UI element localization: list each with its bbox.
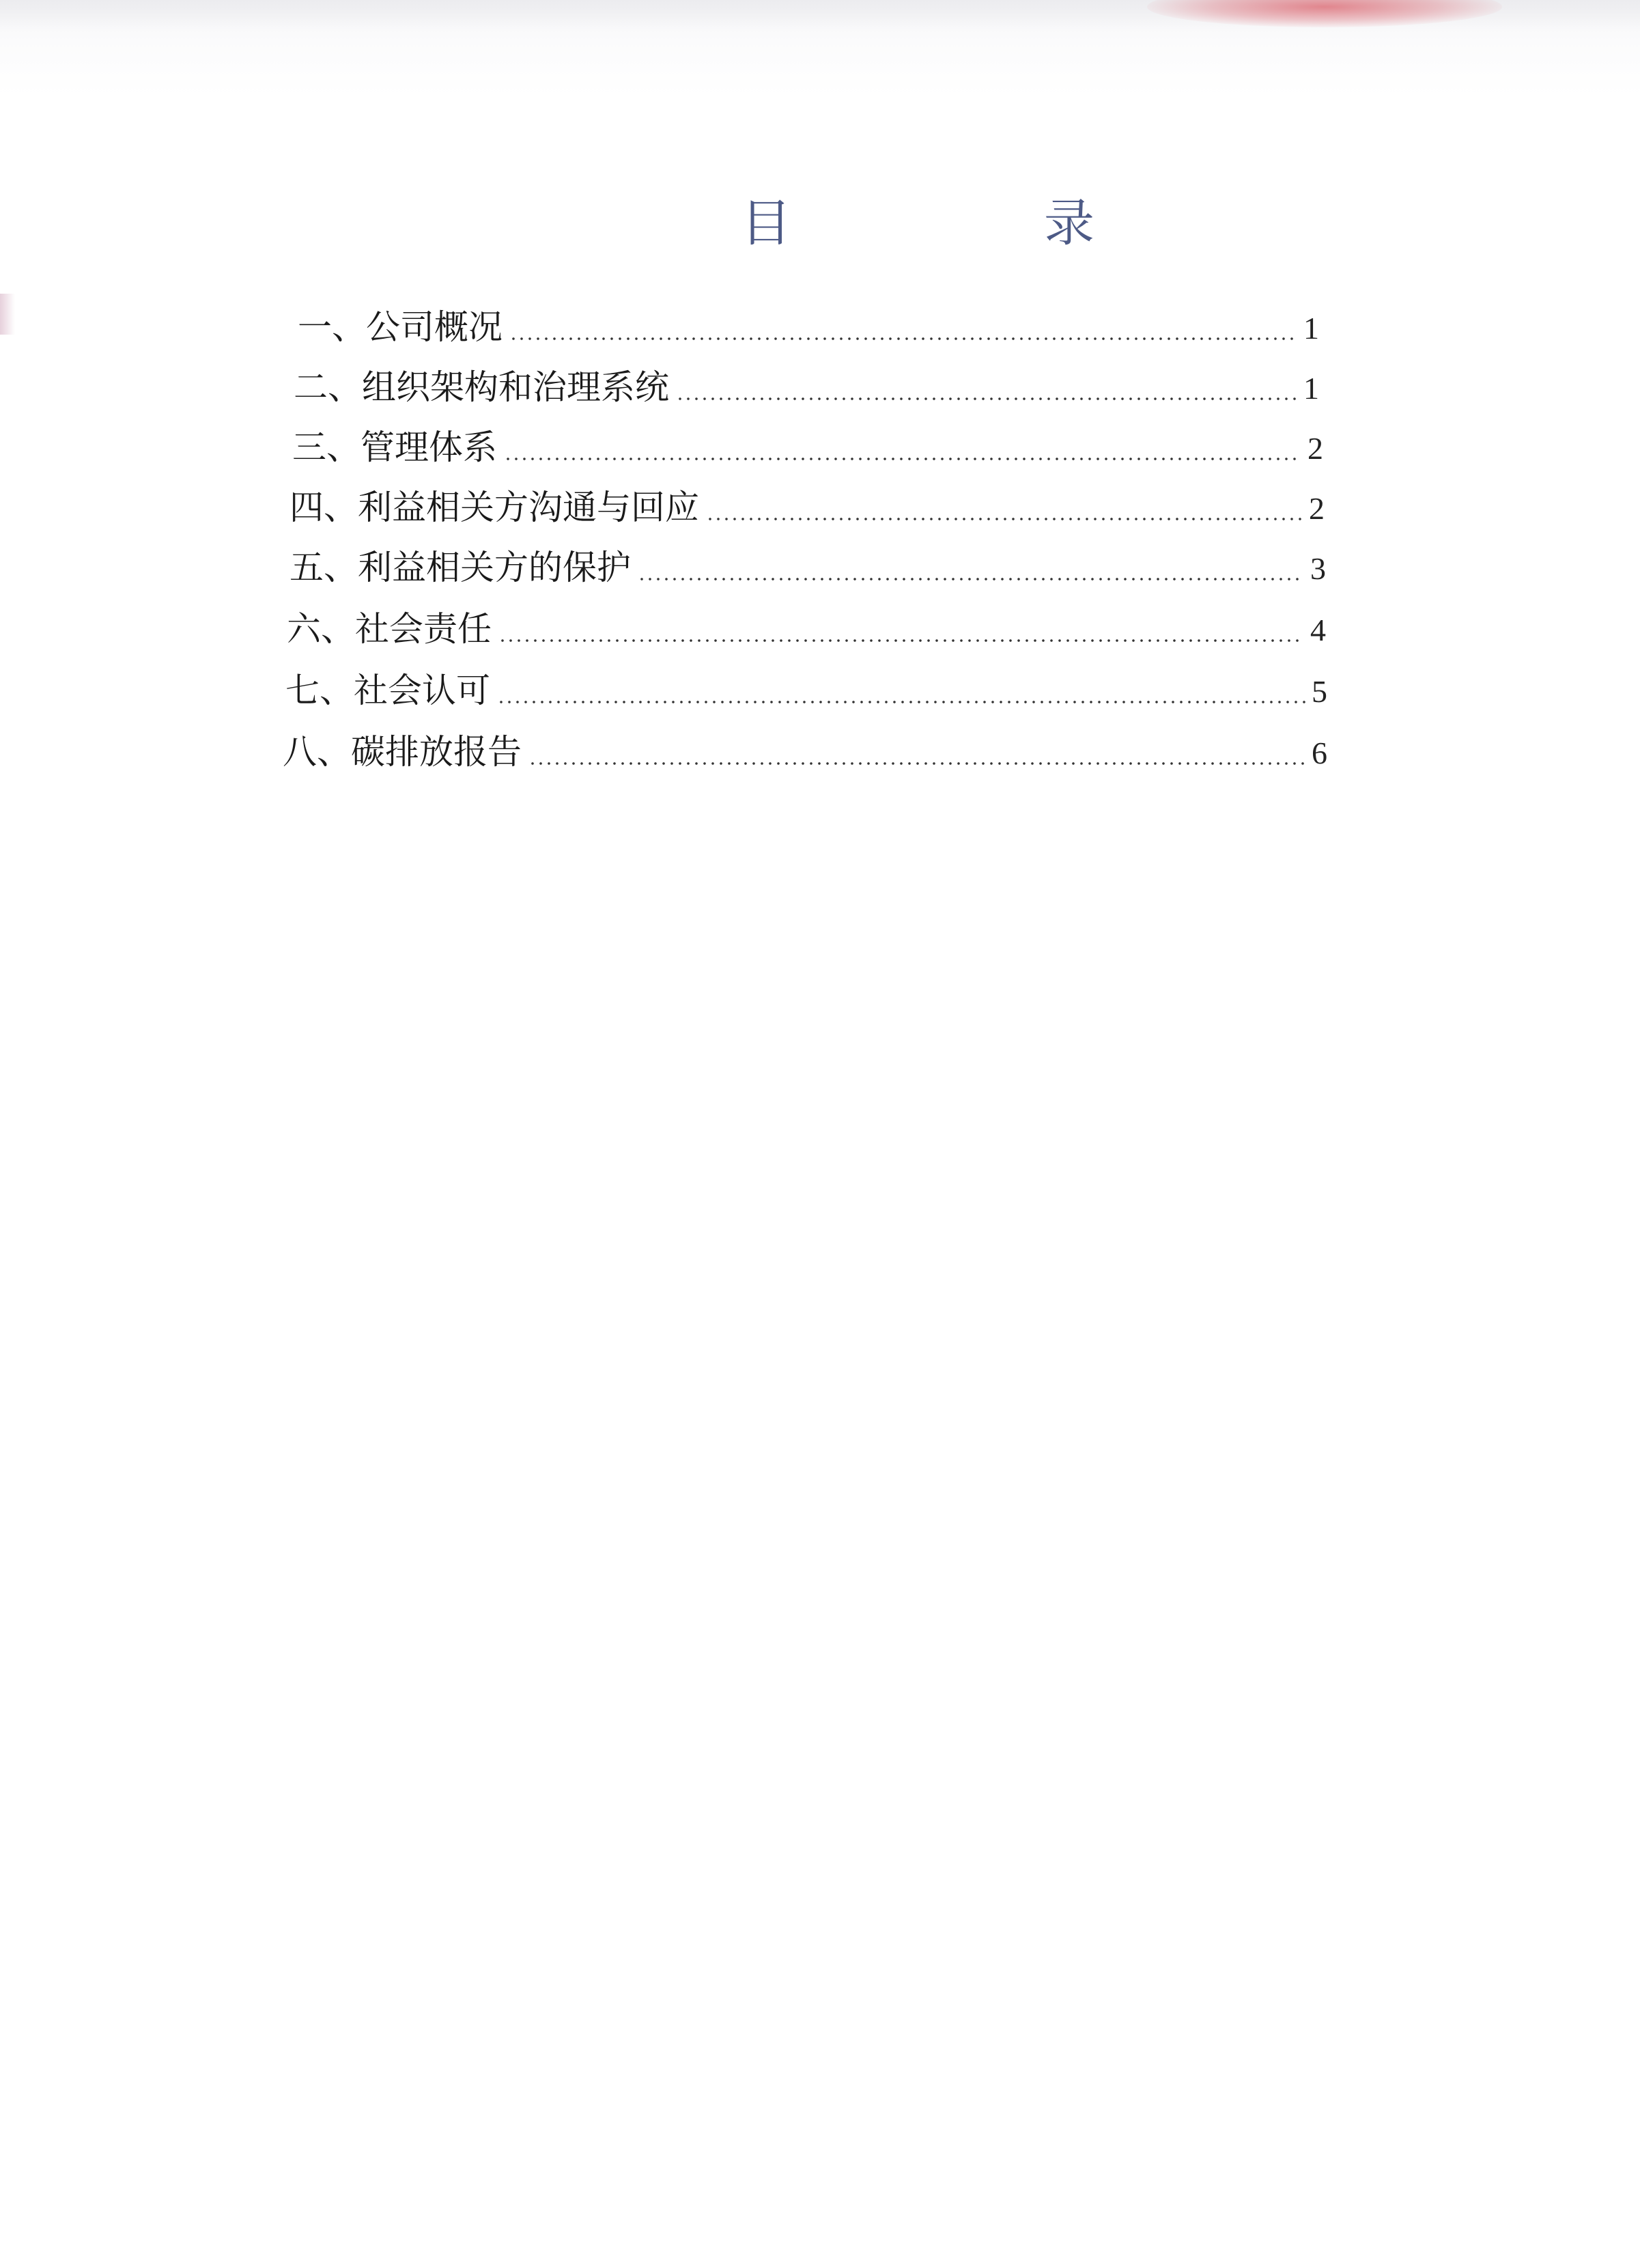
toc-entry-page: 2 bbox=[1307, 431, 1323, 466]
toc-entry-label: 七、社会认可 bbox=[285, 671, 490, 710]
toc-entry-page: 1 bbox=[1303, 371, 1319, 406]
toc-entry-page: 2 bbox=[1309, 491, 1325, 526]
toc-dot-leader bbox=[706, 518, 1303, 520]
toc-entry-label: 六、社会责任 bbox=[287, 609, 492, 649]
toc-entry[interactable] bbox=[289, 541, 1326, 589]
toc-entry[interactable] bbox=[289, 481, 1325, 529]
toc-dot-leader bbox=[498, 639, 1304, 642]
toc-entry-page: 4 bbox=[1310, 613, 1326, 647]
scan-edge-mark bbox=[0, 294, 15, 335]
toc-dot-leader bbox=[509, 337, 1297, 340]
toc-entry[interactable] bbox=[298, 300, 1319, 348]
toc-entry[interactable] bbox=[292, 421, 1323, 468]
toc-dot-leader bbox=[528, 762, 1305, 765]
toc-entry[interactable] bbox=[283, 725, 1327, 773]
toc-entry[interactable] bbox=[285, 664, 1327, 712]
toc-dot-leader bbox=[504, 458, 1301, 460]
toc-entry-label: 四、利益相关方沟通与回应 bbox=[289, 488, 699, 527]
toc-entry-page: 6 bbox=[1312, 736, 1327, 770]
toc-dot-leader bbox=[497, 701, 1305, 703]
toc-entry-label: 八、碳排放报告 bbox=[283, 732, 522, 772]
toc-entry[interactable] bbox=[294, 361, 1319, 408]
toc-title: 目 录 bbox=[741, 194, 1196, 253]
toc-entry-page: 1 bbox=[1303, 311, 1319, 346]
toc-entry-label: 一、公司概况 bbox=[298, 307, 503, 347]
toc-dot-leader bbox=[638, 578, 1304, 580]
toc-dot-leader bbox=[676, 397, 1297, 400]
toc-entry-label: 二、组织架构和治理系统 bbox=[294, 367, 669, 407]
toc-entry-page: 5 bbox=[1312, 674, 1327, 709]
toc-entry-label: 三、管理体系 bbox=[292, 428, 497, 467]
toc-entry-label: 五、利益相关方的保护 bbox=[289, 548, 631, 587]
toc-entry-page: 3 bbox=[1310, 551, 1326, 586]
toc-entry[interactable] bbox=[287, 602, 1326, 650]
